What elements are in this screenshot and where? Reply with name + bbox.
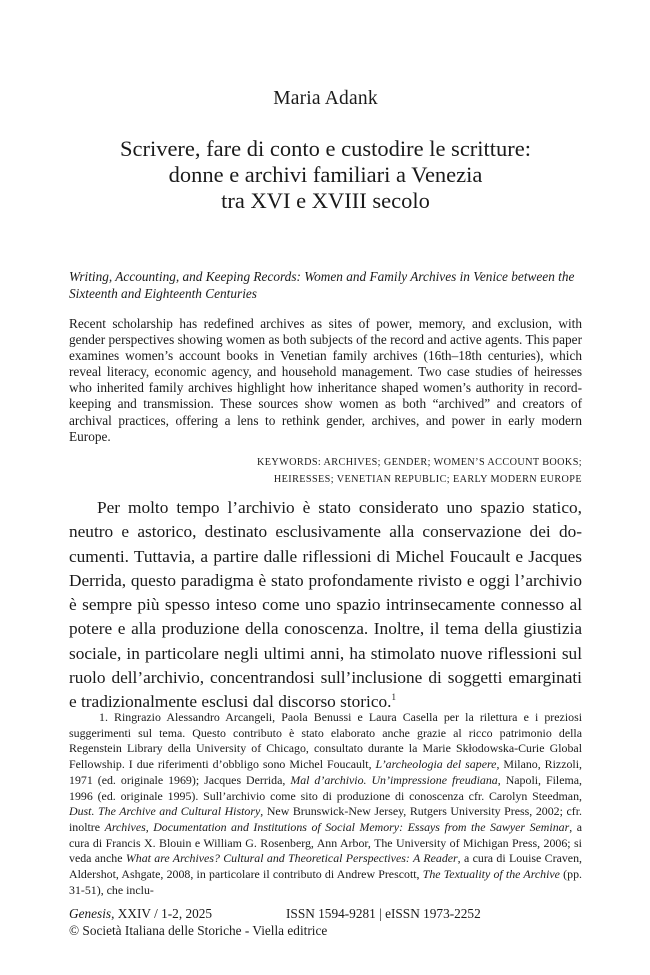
body-paragraph-text: Per molto tempo l’archivio è stato considerato uno spazio statico, neutro e astorico, destinato esclusivamente alla conservazione dei documenti. Tuttavia, a partire dalle riflessioni di Michel Foucault e Jacques Derrida, questo paradigma è stato profondamente rivisto e oggi l’archivio è sempre più spesso inteso come uno spazio intrinsecamente connesso al potere e alla produzione della conoscenza. Inoltre, il tema della giustizia sociale, in particolare negli ultimi anni, ha stimolato nuove riflessioni sul ruolo dell’archivio, concentrandosi sull’inclusione di soggetti emarginati e tradizionalmente esclusi dal discorso storico.: [69, 498, 582, 712]
footnote-text: 1. Ringrazio Alessandro Arcangeli, Paola Benussi e Laura Casella per la rilettura e i preziosi suggerimenti sul tema. Questo contributo è stato elaborato anche grazie al ricco patrimonio della Regenstein Library della University of Chicago, consultato durante la Marie Skłodowska-Curie Global Fellowship. I due riferimenti d’obbligo sono Michel Foucault,: [69, 710, 582, 772]
keywords-line-1: KEYWORDS: ARCHIVES; GENDER; WOMEN’S ACCOUNT BOOKS;: [257, 457, 582, 468]
footnote-text: , Napoli, Filema, 1996 (ed. originale 1995). Sull’archivio come sito di produzione di conoscenza cfr. Carolyn Steedman,: [69, 772, 582, 803]
abstract: Recent scholarship has redefined archives as sites of power, memory, and exclusion, with gender perspectives showing women as both subjects of the record and active agents. This paper examines women’s account books in Venetian family archives (16th–18th centuries), which reveal literacy, economic agency, and household management. Two case studies of heiresses who inherited family archives highlight how inheritance shaped women’s authority in record-keeping and transmission. These sources show women as both “archived” and creators of archival practices, offering a lens to rethink gender, archives, and power in early modern Europe.: [69, 316, 582, 444]
journal-name: Genesis: [69, 906, 112, 921]
footnote: [69, 710, 582, 898]
title-line-1: Scrivere, fare di conto e custodire le scritture:: [119, 136, 532, 161]
body-paragraph: [69, 496, 582, 715]
footer-row: [69, 905, 582, 922]
title-line-3: tra XVI e XVIII secolo: [221, 188, 430, 213]
copyright: © Società Italiana delle Storiche - Viella editrice: [69, 923, 328, 938]
english-title: Writing, Accounting, and Keeping Records: Women and Family Archives in Venice between the Sixteenth and Eighteenth Centuries: [69, 269, 575, 301]
title-line-2: donne e archivi familiari a Venezia: [168, 162, 483, 187]
keywords-line-2: HEIRESSES; VENETIAN REPUBLIC; EARLY MODERN EUROPE: [273, 474, 582, 485]
journal-citation: [69, 905, 212, 922]
footnote-citation-title: The Textuality of the Archive: [422, 867, 560, 882]
footnote-text: , a cura di Francis X. Blouin e William G. Rosenberg, Ann Arbor, The University of Michigan Press, 2006; si veda anche: [69, 819, 582, 866]
footnote-text: (pp. 31-51), che inclu-: [69, 867, 583, 897]
journal-issue: , XXIV / 1-2, 2025: [111, 906, 213, 921]
footnote-citation-title: What are Archives? Cultural and Theoretical Perspectives: A Reader: [125, 851, 458, 866]
keywords: [182, 454, 582, 488]
body-text: [69, 496, 582, 715]
author-name: Maria Adank: [273, 88, 378, 109]
footnote-text: , Milano, Rizzoli, 1971 (ed. originale 1969); Jacques Derrida,: [69, 757, 582, 787]
footnote-text: , New Brunswick-New Jersey, Rutgers University Press, 2002; cfr. inoltre: [69, 804, 583, 834]
footnote-citation-title: Mal d’archivio. Un’impressione freudiana: [290, 772, 498, 787]
footnote-citation-title: Dust. The Archive and Cultural History: [69, 804, 261, 819]
article-title: [69, 136, 582, 214]
footnote-reference: 1: [391, 692, 396, 703]
footnote-citation-title: Archives, Documentation and Institutions of Social Memory: Essays from the Sawyer Seminar: [104, 819, 570, 834]
footnote-text: , a cura di Louise Craven, Aldershot, Ashgate, 2008, in particolare il contributo di Andrew Prescott,: [69, 851, 582, 882]
article-page: [69, 0, 582, 975]
footnote-citation-title: L’archeologia del sapere: [375, 757, 497, 772]
issn: ISSN 1594-9281 | eISSN 1973-2252: [286, 906, 481, 921]
footnote-paragraph: [69, 710, 582, 898]
page-footer: [69, 905, 582, 939]
